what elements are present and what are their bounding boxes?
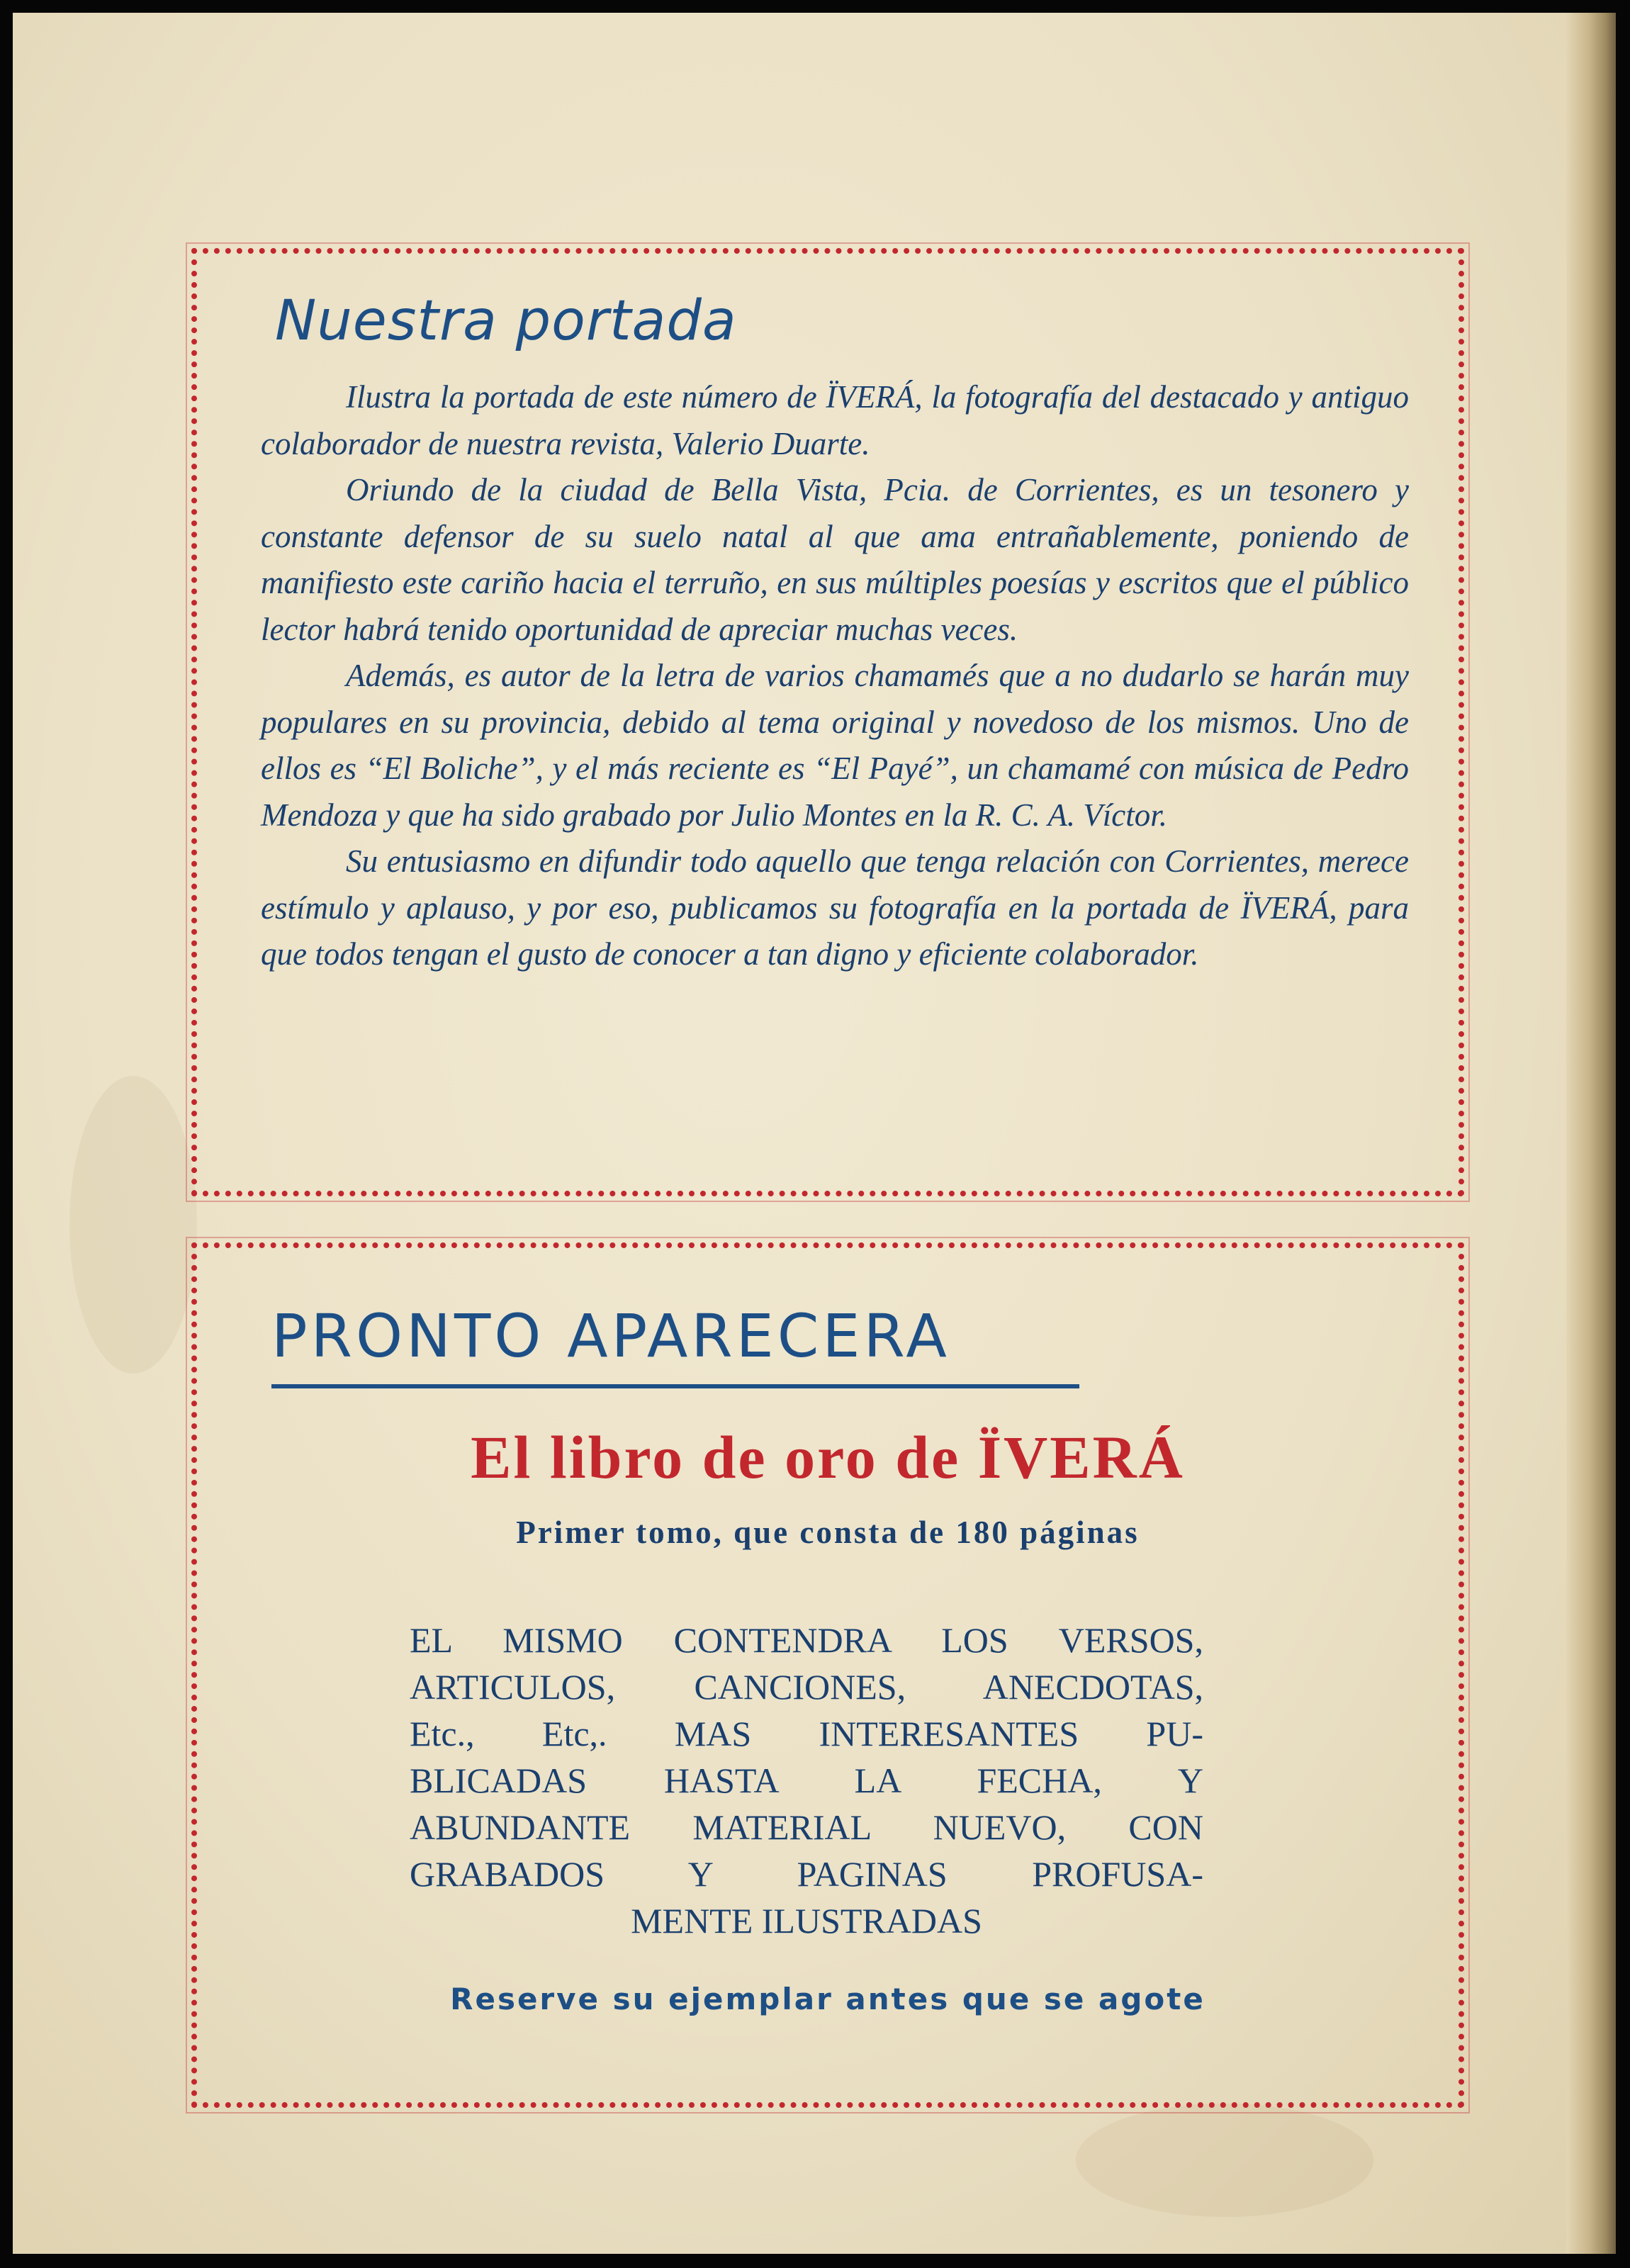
pronto-aparecera-box (191, 1242, 1464, 2108)
article-paragraph: Ilustra la portada de este número de ÏVERÁ, la fotografía del destacado y antiguo colaborador de nuestra revista, Valerio Duarte. (261, 379, 1409, 461)
paper-stain (69, 1076, 197, 1374)
pronto-aparecera-title: PRONTO APARECERA (271, 1301, 950, 1371)
magazine-page (13, 13, 1616, 2254)
reserve-notice: Reserve su ejemplar antes que se agote (450, 1982, 1205, 2016)
article-paragraph: Su entusiasmo en difundir todo aquello que tenga relación con Corrientes, merece estímulo y aplauso, y por eso, publicamos su fotografía en la portada de ÏVERÁ, para que todos tengan el gusto de conocer a tan digno y eficiente colaborador. (261, 843, 1409, 972)
nuestra-portada-title: Nuestra portada (275, 289, 737, 353)
contents-line: ARTICULOS, CANCIONES, ANECDOTAS, (410, 1667, 1203, 1707)
contents-line: GRABADOS Y PAGINAS PROFUSA- (410, 1854, 1203, 1894)
paper-stain (1076, 2104, 1373, 2217)
article-paragraph: Además, es autor de la letra de varios chamamés que a no dudarlo se harán muy populares en su provincia, debido al tema original y novedoso de los mismos. Uno de ellos es “El Boliche”, y el más reciente es “El Payé”, un chamamé con música de Pedro Mendoza y que ha sido grabado por Julio Montes en la R. C. A. Víctor. (261, 658, 1409, 833)
article-paragraph: Oriundo de la ciudad de Bella Vista, Pcia. de Corrientes, es un tesonero y constante defensor de su suelo natal al que ama entrañablemente, poniendo de manifiesto este cariño hacia el terruño, en sus múltiples poesías y escritos que el público lector habrá tenido oportunidad de apreciar muchas veces. (261, 472, 1409, 647)
title-underline (271, 1384, 1079, 1388)
nuestra-portada-box (191, 248, 1464, 1196)
nuestra-portada-article (261, 374, 1409, 978)
book-contents-description (410, 1617, 1203, 1944)
contents-line: EL MISMO CONTENDRA LOS VERSOS, (410, 1620, 1203, 1660)
contents-line: MENTE ILUSTRADAS (631, 1901, 982, 1941)
contents-line: ABUNDANTE MATERIAL NUEVO, CON (410, 1807, 1203, 1847)
page-spine-shadow (1566, 13, 1616, 2254)
contents-line: BLICADAS HASTA LA FECHA, Y (410, 1761, 1203, 1800)
book-subtitle: Primer tomo, que consta de 180 páginas (516, 1515, 1140, 1550)
book-title: El libro de oro de ÏVERÁ (471, 1423, 1185, 1491)
contents-line: Etc., Etc,. MAS INTERESANTES PU- (410, 1714, 1203, 1753)
